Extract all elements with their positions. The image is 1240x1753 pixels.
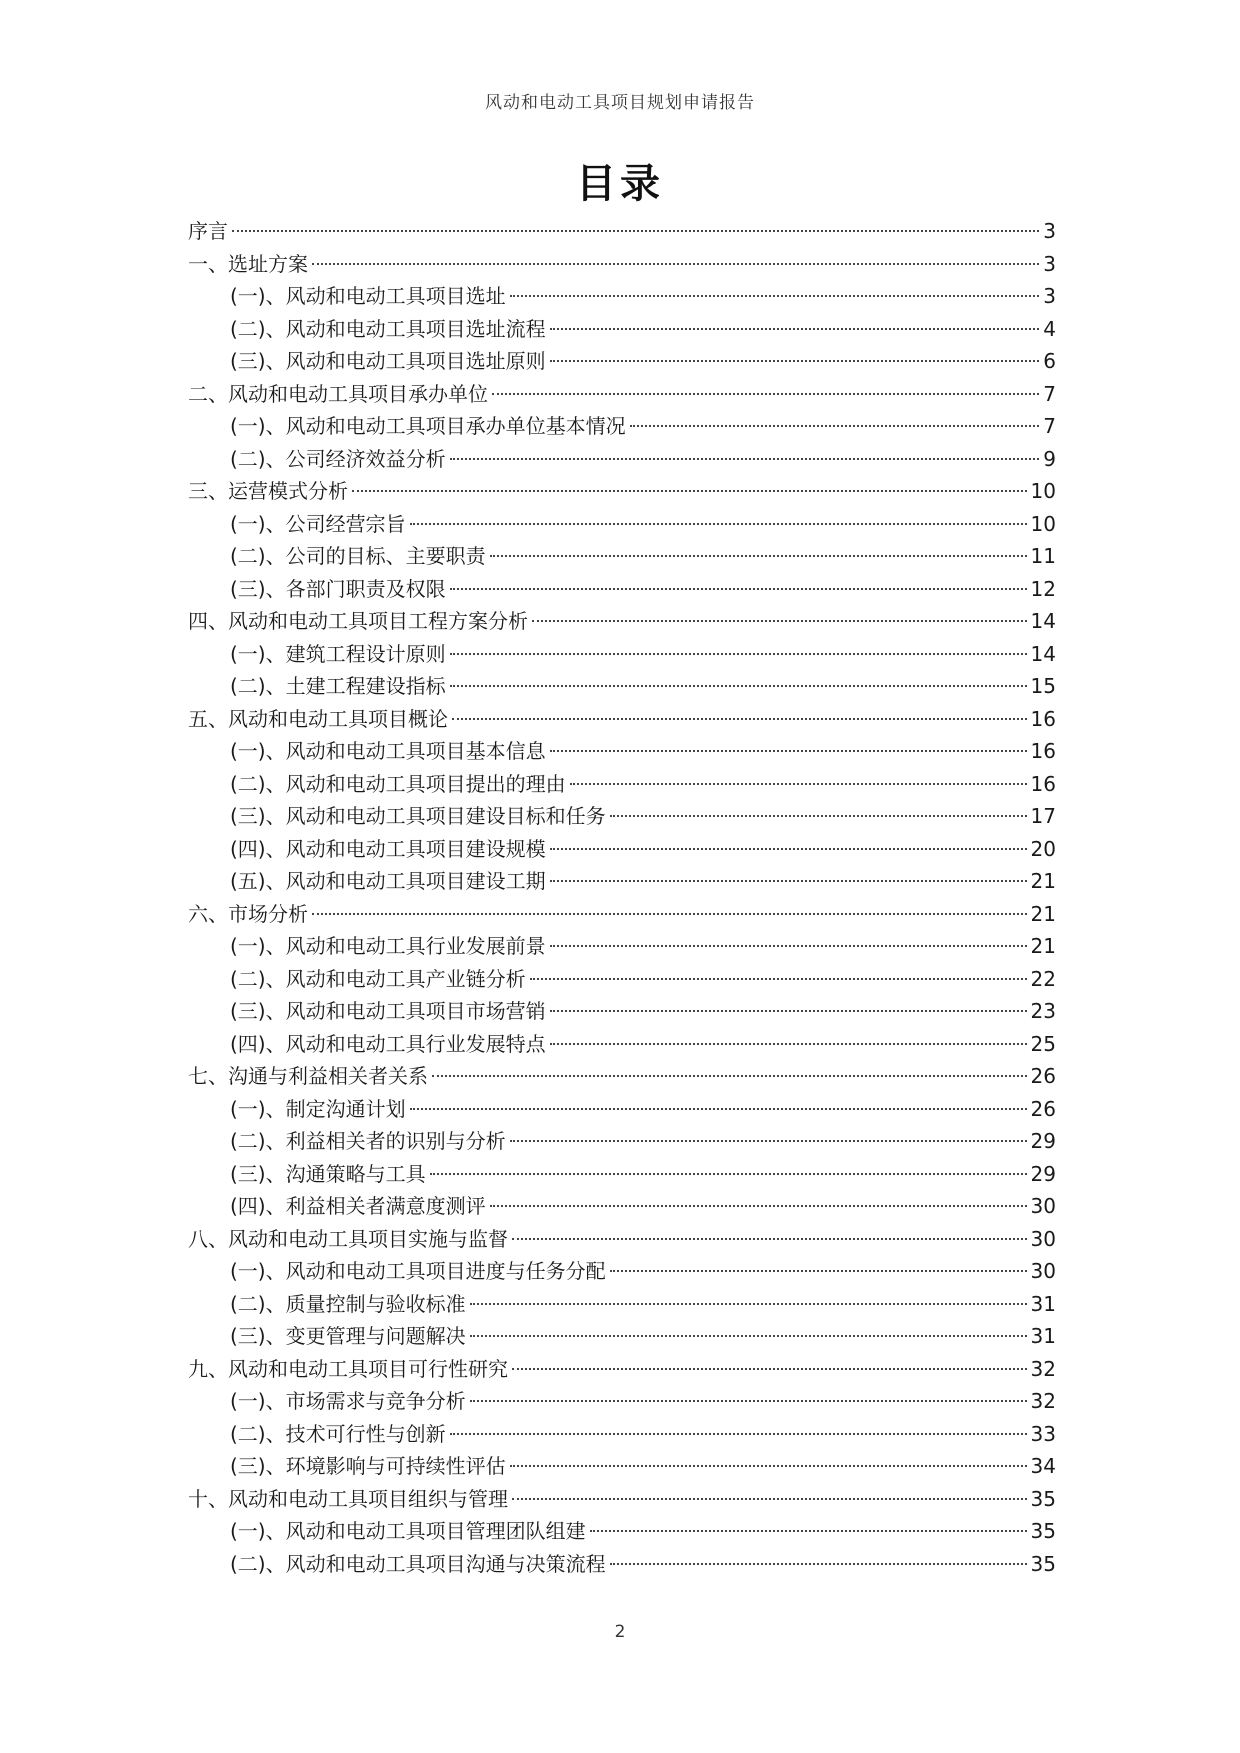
toc-entry-page: 29 <box>1030 1161 1056 1186</box>
toc-section-entry[interactable] <box>188 1093 1056 1126</box>
toc-entry-label: (一)、制定沟通计划 <box>230 1096 406 1121</box>
toc-dot-leader <box>570 783 1027 785</box>
toc-dot-leader <box>530 978 1027 980</box>
toc-entry-page: 9 <box>1043 446 1056 471</box>
toc-chapter-entry[interactable] <box>188 378 1056 411</box>
toc-entry-label: 一、选址方案 <box>188 251 308 276</box>
toc-entry-label: (二)、风动和电动工具产业链分析 <box>230 966 526 991</box>
toc-entry-label: (一)、公司经营宗旨 <box>230 511 406 536</box>
toc-entry-page: 33 <box>1030 1421 1056 1446</box>
toc-section-entry[interactable] <box>188 995 1056 1028</box>
toc-entry-page: 26 <box>1030 1096 1056 1121</box>
toc-dot-leader <box>450 1433 1027 1435</box>
toc-entry-page: 14 <box>1030 609 1056 633</box>
toc-section-entry[interactable] <box>188 1385 1056 1418</box>
toc-section-entry[interactable] <box>188 1190 1056 1223</box>
toc-dot-leader <box>512 1368 1027 1370</box>
toc-entry-label: (二)、公司经济效益分析 <box>230 446 446 471</box>
toc-section-entry[interactable] <box>188 1125 1056 1158</box>
toc-entry-label: 十、风动和电动工具项目组织与管理 <box>188 1486 508 1511</box>
page-number: 2 <box>614 1622 626 1642</box>
toc-entry-page: 17 <box>1030 804 1056 828</box>
toc-entry-page: 16 <box>1030 739 1056 763</box>
toc-section-entry[interactable] <box>188 508 1056 541</box>
toc-chapter-entry[interactable] <box>188 215 1056 248</box>
toc-dot-leader <box>590 1530 1027 1532</box>
toc-dot-leader <box>550 848 1027 850</box>
toc-entry-label: (一)、风动和电动工具项目基本信息 <box>230 739 546 763</box>
toc-entry-label: (一)、风动和电动工具项目进度与任务分配 <box>230 1259 606 1283</box>
toc-entry-page: 10 <box>1030 511 1056 536</box>
toc-entry-page: 30 <box>1030 1226 1056 1251</box>
toc-section-entry[interactable] <box>188 670 1056 703</box>
toc-dot-leader <box>450 458 1040 460</box>
toc-entry-label: (三)、风动和电动工具项目选址原则 <box>230 349 546 373</box>
toc-entry-page: 16 <box>1030 706 1056 731</box>
toc-section-entry[interactable] <box>188 735 1056 768</box>
toc-dot-leader <box>432 1075 1027 1077</box>
toc-chapter-entry[interactable] <box>188 605 1056 638</box>
toc-entry-page: 14 <box>1030 641 1056 666</box>
toc-entry-page: 22 <box>1030 966 1056 991</box>
toc-entry-label: (三)、环境影响与可持续性评估 <box>230 1454 506 1478</box>
toc-entry-label: (二)、利益相关者的识别与分析 <box>230 1129 506 1153</box>
toc-entry-label: (三)、沟通策略与工具 <box>230 1161 426 1186</box>
toc-entry-page: 7 <box>1043 381 1056 406</box>
toc-entry-page: 35 <box>1030 1486 1056 1511</box>
toc-dot-leader <box>470 1335 1027 1337</box>
toc-dot-leader <box>492 393 1039 395</box>
toc-section-entry[interactable] <box>188 1450 1056 1483</box>
toc-section-entry[interactable] <box>188 1320 1056 1353</box>
toc-entry-page: 25 <box>1030 1031 1056 1056</box>
toc-entry-label: (三)、风动和电动工具项目市场营销 <box>230 999 546 1023</box>
toc-entry-page: 32 <box>1030 1356 1056 1381</box>
toc-dot-leader <box>550 1010 1027 1012</box>
toc-dot-leader <box>312 263 1039 265</box>
toc-entry-page: 29 <box>1030 1129 1056 1153</box>
toc-chapter-entry[interactable] <box>188 1223 1056 1256</box>
toc-dot-leader <box>450 588 1027 590</box>
toc-entry-label: 九、风动和电动工具项目可行性研究 <box>188 1356 508 1381</box>
toc-chapter-entry[interactable] <box>188 248 1056 281</box>
toc-entry-label: (一)、风动和电动工具项目管理团队组建 <box>230 1519 586 1543</box>
toc-dot-leader <box>452 718 1027 720</box>
toc-dot-leader <box>470 1400 1027 1402</box>
toc-entry-page: 26 <box>1030 1064 1056 1088</box>
toc-entry-page: 15 <box>1030 674 1056 698</box>
toc-section-entry[interactable] <box>188 1028 1056 1061</box>
toc-dot-leader <box>610 1563 1027 1565</box>
toc-entry-label: (二)、公司的目标、主要职责 <box>230 544 486 568</box>
toc-entry-page: 4 <box>1043 316 1056 341</box>
toc-dot-leader <box>510 295 1040 297</box>
toc-section-entry[interactable] <box>188 313 1056 346</box>
toc-entry-page: 12 <box>1030 576 1056 601</box>
toc-entry-label: (四)、风动和电动工具项目建设规模 <box>230 836 546 861</box>
toc-entry-label: (四)、利益相关者满意度测评 <box>230 1194 486 1218</box>
toc-dot-leader <box>550 880 1027 882</box>
toc-entry-page: 7 <box>1043 414 1056 438</box>
toc-entry-page: 31 <box>1030 1324 1056 1348</box>
toc-dot-leader <box>410 523 1027 525</box>
toc-entry-label: (五)、风动和电动工具项目建设工期 <box>230 869 546 893</box>
toc-entry-page: 3 <box>1043 251 1056 276</box>
toc-dot-leader <box>610 815 1027 817</box>
toc-entry-label: 三、运营模式分析 <box>188 479 348 503</box>
toc-entry-label: 序言 <box>188 219 228 243</box>
toc-entry-label: (二)、质量控制与验收标准 <box>230 1291 466 1316</box>
toc-entry-page: 10 <box>1030 479 1056 503</box>
toc-entry-label: (一)、风动和电动工具项目选址 <box>230 284 506 308</box>
toc-dot-leader <box>610 1270 1027 1272</box>
toc-entry-page: 31 <box>1030 1291 1056 1316</box>
toc-entry-page: 35 <box>1030 1519 1056 1543</box>
toc-section-entry[interactable] <box>188 963 1056 996</box>
toc-dot-leader <box>490 1205 1027 1207</box>
toc-entry-label: (一)、建筑工程设计原则 <box>230 641 446 666</box>
toc-dot-leader <box>550 360 1040 362</box>
toc-dot-leader <box>550 328 1040 330</box>
toc-list <box>188 215 1056 1580</box>
toc-section-entry[interactable] <box>188 1255 1056 1288</box>
toc-section-entry[interactable] <box>188 540 1056 573</box>
toc-dot-leader <box>352 490 1027 492</box>
toc-dot-leader <box>232 230 1039 232</box>
toc-entry-label: (三)、变更管理与问题解决 <box>230 1324 466 1348</box>
toc-entry-label: (二)、土建工程建设指标 <box>230 674 446 698</box>
toc-entry-page: 3 <box>1043 284 1056 308</box>
toc-entry-label: 五、风动和电动工具项目概论 <box>188 706 448 731</box>
toc-dot-leader <box>550 945 1027 947</box>
toc-entry-label: (三)、各部门职责及权限 <box>230 576 446 601</box>
toc-chapter-entry[interactable] <box>188 898 1056 931</box>
toc-entry-label: (一)、风动和电动工具项目承办单位基本情况 <box>230 414 626 438</box>
toc-entry-label: (二)、技术可行性与创新 <box>230 1421 446 1446</box>
toc-entry-page: 6 <box>1043 349 1056 373</box>
toc-section-entry[interactable] <box>188 865 1056 898</box>
toc-dot-leader <box>550 1043 1027 1045</box>
toc-entry-page: 34 <box>1030 1454 1056 1478</box>
toc-section-entry[interactable] <box>188 1158 1056 1191</box>
running-header: 风动和电动工具项目规划申请报告 <box>485 93 755 113</box>
toc-dot-leader <box>550 750 1027 752</box>
toc-dot-leader <box>532 620 1027 622</box>
toc-dot-leader <box>512 1238 1027 1240</box>
toc-chapter-entry[interactable] <box>188 1060 1056 1093</box>
toc-entry-label: 七、沟通与利益相关者关系 <box>188 1064 428 1088</box>
toc-chapter-entry[interactable] <box>188 1483 1056 1516</box>
toc-entry-page: 23 <box>1030 999 1056 1023</box>
toc-section-entry[interactable] <box>188 443 1056 476</box>
toc-dot-leader <box>510 1140 1027 1142</box>
toc-section-entry[interactable] <box>188 768 1056 801</box>
toc-entry-label: (一)、风动和电动工具行业发展前景 <box>230 934 546 958</box>
toc-entry-page: 35 <box>1030 1551 1056 1576</box>
toc-entry-page: 32 <box>1030 1389 1056 1413</box>
toc-section-entry[interactable] <box>188 1418 1056 1451</box>
toc-section-entry[interactable] <box>188 1288 1056 1321</box>
toc-section-entry[interactable] <box>188 1548 1056 1581</box>
toc-entry-label: 八、风动和电动工具项目实施与监督 <box>188 1226 508 1251</box>
toc-dot-leader <box>470 1303 1027 1305</box>
toc-entry-label: 四、风动和电动工具项目工程方案分析 <box>188 609 528 633</box>
toc-section-entry[interactable] <box>188 638 1056 671</box>
toc-entry-page: 21 <box>1030 934 1056 958</box>
toc-section-entry[interactable] <box>188 1515 1056 1548</box>
toc-section-entry[interactable] <box>188 930 1056 963</box>
toc-dot-leader <box>430 1173 1027 1175</box>
toc-title: 目录 <box>576 161 664 207</box>
toc-section-entry[interactable] <box>188 345 1056 378</box>
toc-chapter-entry[interactable] <box>188 475 1056 508</box>
toc-entry-label: (二)、风动和电动工具项目提出的理由 <box>230 771 566 796</box>
toc-entry-label: (二)、风动和电动工具项目沟通与决策流程 <box>230 1551 606 1576</box>
toc-dot-leader <box>450 653 1027 655</box>
toc-section-entry[interactable] <box>188 833 1056 866</box>
toc-dot-leader <box>630 425 1040 427</box>
toc-entry-page: 11 <box>1030 544 1056 568</box>
toc-entry-page: 3 <box>1043 219 1056 243</box>
toc-section-entry[interactable] <box>188 410 1056 443</box>
toc-section-entry[interactable] <box>188 573 1056 606</box>
toc-dot-leader <box>490 555 1027 557</box>
toc-section-entry[interactable] <box>188 280 1056 313</box>
toc-chapter-entry[interactable] <box>188 1353 1056 1386</box>
toc-entry-label: (三)、风动和电动工具项目建设目标和任务 <box>230 804 606 828</box>
toc-dot-leader <box>410 1108 1027 1110</box>
toc-dot-leader <box>510 1465 1027 1467</box>
toc-entry-page: 21 <box>1030 901 1056 926</box>
toc-entry-label: (四)、风动和电动工具行业发展特点 <box>230 1031 546 1056</box>
toc-dot-leader <box>450 685 1027 687</box>
toc-section-entry[interactable] <box>188 800 1056 833</box>
toc-entry-page: 21 <box>1030 869 1056 893</box>
toc-dot-leader <box>312 913 1027 915</box>
toc-dot-leader <box>512 1498 1027 1500</box>
toc-entry-page: 20 <box>1030 836 1056 861</box>
toc-entry-label: 二、风动和电动工具项目承办单位 <box>188 381 488 406</box>
toc-entry-page: 30 <box>1030 1259 1056 1283</box>
toc-entry-label: 六、市场分析 <box>188 901 308 926</box>
toc-entry-label: (一)、市场需求与竞争分析 <box>230 1389 466 1413</box>
toc-chapter-entry[interactable] <box>188 703 1056 736</box>
toc-entry-page: 30 <box>1030 1194 1056 1218</box>
toc-entry-page: 16 <box>1030 771 1056 796</box>
toc-entry-label: (二)、风动和电动工具项目选址流程 <box>230 316 546 341</box>
